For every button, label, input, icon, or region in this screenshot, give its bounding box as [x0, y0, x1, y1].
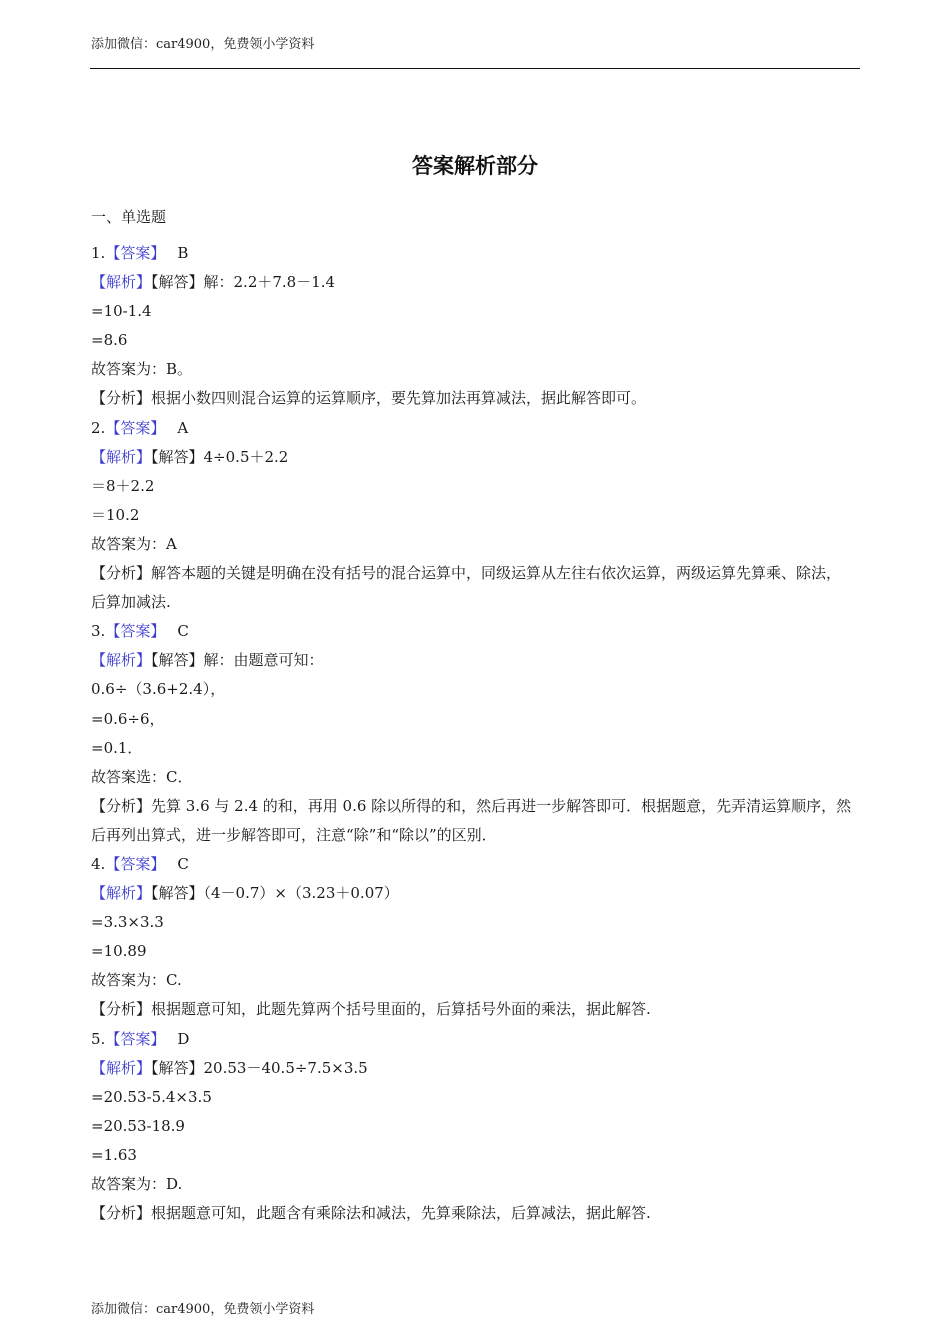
answer-tag: 【答案】 [105, 854, 166, 873]
answer-choice: B [177, 244, 189, 262]
analysis-text: 【分析】根据小数四则混合运算的运算顺序，要先算加法再算减法，据此解答即可。 [91, 389, 647, 408]
question-number: 4. [91, 854, 106, 873]
question-block [91, 617, 853, 850]
answer-tag: 【答案】 [105, 1029, 166, 1048]
solution-line [91, 763, 853, 792]
answer-tag: 【答案】 [105, 622, 166, 641]
solution-line [91, 443, 853, 472]
analysis-text: 【分析】解答本题的关键是明确在没有括号的混合运算中，同级运算从左往右依次运算，两级运算先算乘、除法，后算加减法. [91, 564, 842, 612]
solution-text: 故答案为：A [91, 534, 177, 553]
answer-choice: A [177, 418, 189, 437]
explain-tag: 【解析】 [91, 273, 152, 292]
solution-text: =8.6 [91, 331, 128, 350]
solution-text: 0.6÷（3.6+2.4）， [91, 680, 226, 699]
solution-text: =20.53-18.9 [91, 1116, 185, 1135]
question-block [91, 239, 853, 414]
solution-line [91, 1054, 853, 1083]
explain-tag: 【解析】 [91, 447, 152, 466]
analysis-text: 【分析】先算 3.6 与 2.4 的和，再用 0.6 除以所得的和，然后再进一步解答即可．根据题意，先弄清运算顺序，然后再列出算式，进一步解答即可，注意“除”和“除以”的区别． [91, 796, 852, 844]
solution-text: 【解答】解：由题意可知： [151, 651, 324, 670]
header-note: 添加微信：car4900，免费领小学资料 [91, 37, 315, 52]
solution-line [91, 1112, 853, 1141]
section-heading: 一、单选题 [91, 208, 167, 226]
analysis-text: 【分析】根据题意可知，此题先算两个括号里面的，后算括号外面的乘法，据此解答. [91, 1000, 651, 1019]
question-block [91, 1025, 853, 1229]
answer-choice: D [177, 1029, 190, 1048]
solution-line [91, 1170, 853, 1199]
question-number: 5. [91, 1029, 106, 1048]
question-number: 1. [91, 244, 106, 262]
solution-text: 故答案为：D. [91, 1175, 183, 1193]
question-number: 3. [91, 622, 106, 641]
answer-line [91, 239, 853, 268]
solution-text: =1.63 [91, 1145, 137, 1164]
solution-line [91, 268, 853, 297]
solution-line [91, 879, 853, 908]
solution-line [91, 646, 853, 675]
solution-line [91, 675, 853, 704]
solution-line [91, 355, 853, 384]
solution-line [91, 472, 853, 501]
analysis-text: 【分析】根据题意可知，此题含有乘除法和减法，先算乘除法，后算减法，据此解答. [91, 1204, 651, 1223]
solution-text: ＝10.2 [91, 505, 140, 524]
solution-line [91, 530, 853, 559]
question-block [91, 414, 853, 618]
answer-tag: 【答案】 [105, 244, 166, 262]
solution-text: =3.3×3.3 [91, 913, 164, 932]
explain-tag: 【解析】 [91, 1058, 152, 1077]
solution-text: 故答案选：C． [91, 767, 193, 786]
solution-text: 故答案为：C. [91, 971, 182, 990]
solution-text: =0.6÷6， [91, 709, 165, 728]
document-title: 答案解析部分 [412, 153, 538, 178]
explain-tag: 【解析】 [91, 884, 152, 903]
answer-line [91, 1025, 853, 1054]
solution-text: =0.1． [91, 738, 143, 757]
explain-tag: 【解析】 [91, 651, 152, 670]
solution-line [91, 734, 853, 763]
answer-line [91, 617, 853, 646]
solution-text: =10-1.4 [91, 302, 152, 321]
solution-text: 【解答】20.53－40.5÷7.5×3.5 [151, 1058, 368, 1077]
answer-line [91, 414, 853, 443]
answer-choice: C [177, 854, 189, 873]
question-number: 2. [91, 418, 106, 437]
solution-line [91, 937, 853, 966]
solution-line [91, 966, 853, 995]
solution-line [91, 908, 853, 937]
solution-text: 故答案为：B。 [91, 360, 193, 379]
solution-line [91, 326, 853, 355]
solution-line [91, 1141, 853, 1170]
solution-text: =20.53-5.4×3.5 [91, 1087, 212, 1106]
header-divider [90, 68, 860, 69]
footer-note: 添加微信：car4900，免费领小学资料 [91, 1302, 315, 1317]
solution-line [91, 297, 853, 326]
solution-text: 【解答】4÷0.5＋2.2 [151, 447, 289, 466]
answer-list [91, 239, 853, 1228]
solution-text: 【解答】（4－0.7）×（3.23＋0.07） [151, 884, 399, 903]
answer-line [91, 850, 853, 879]
solution-text: 【解答】解：2.2＋7.8－1.4 [151, 273, 336, 292]
solution-line [91, 501, 853, 530]
solution-text: ＝8＋2.2 [91, 476, 155, 495]
answer-choice: C [177, 622, 189, 641]
answer-tag: 【答案】 [105, 418, 166, 437]
solution-text: =10.89 [91, 942, 147, 961]
question-block [91, 850, 853, 1025]
solution-line [91, 705, 853, 734]
solution-line [91, 1083, 853, 1112]
